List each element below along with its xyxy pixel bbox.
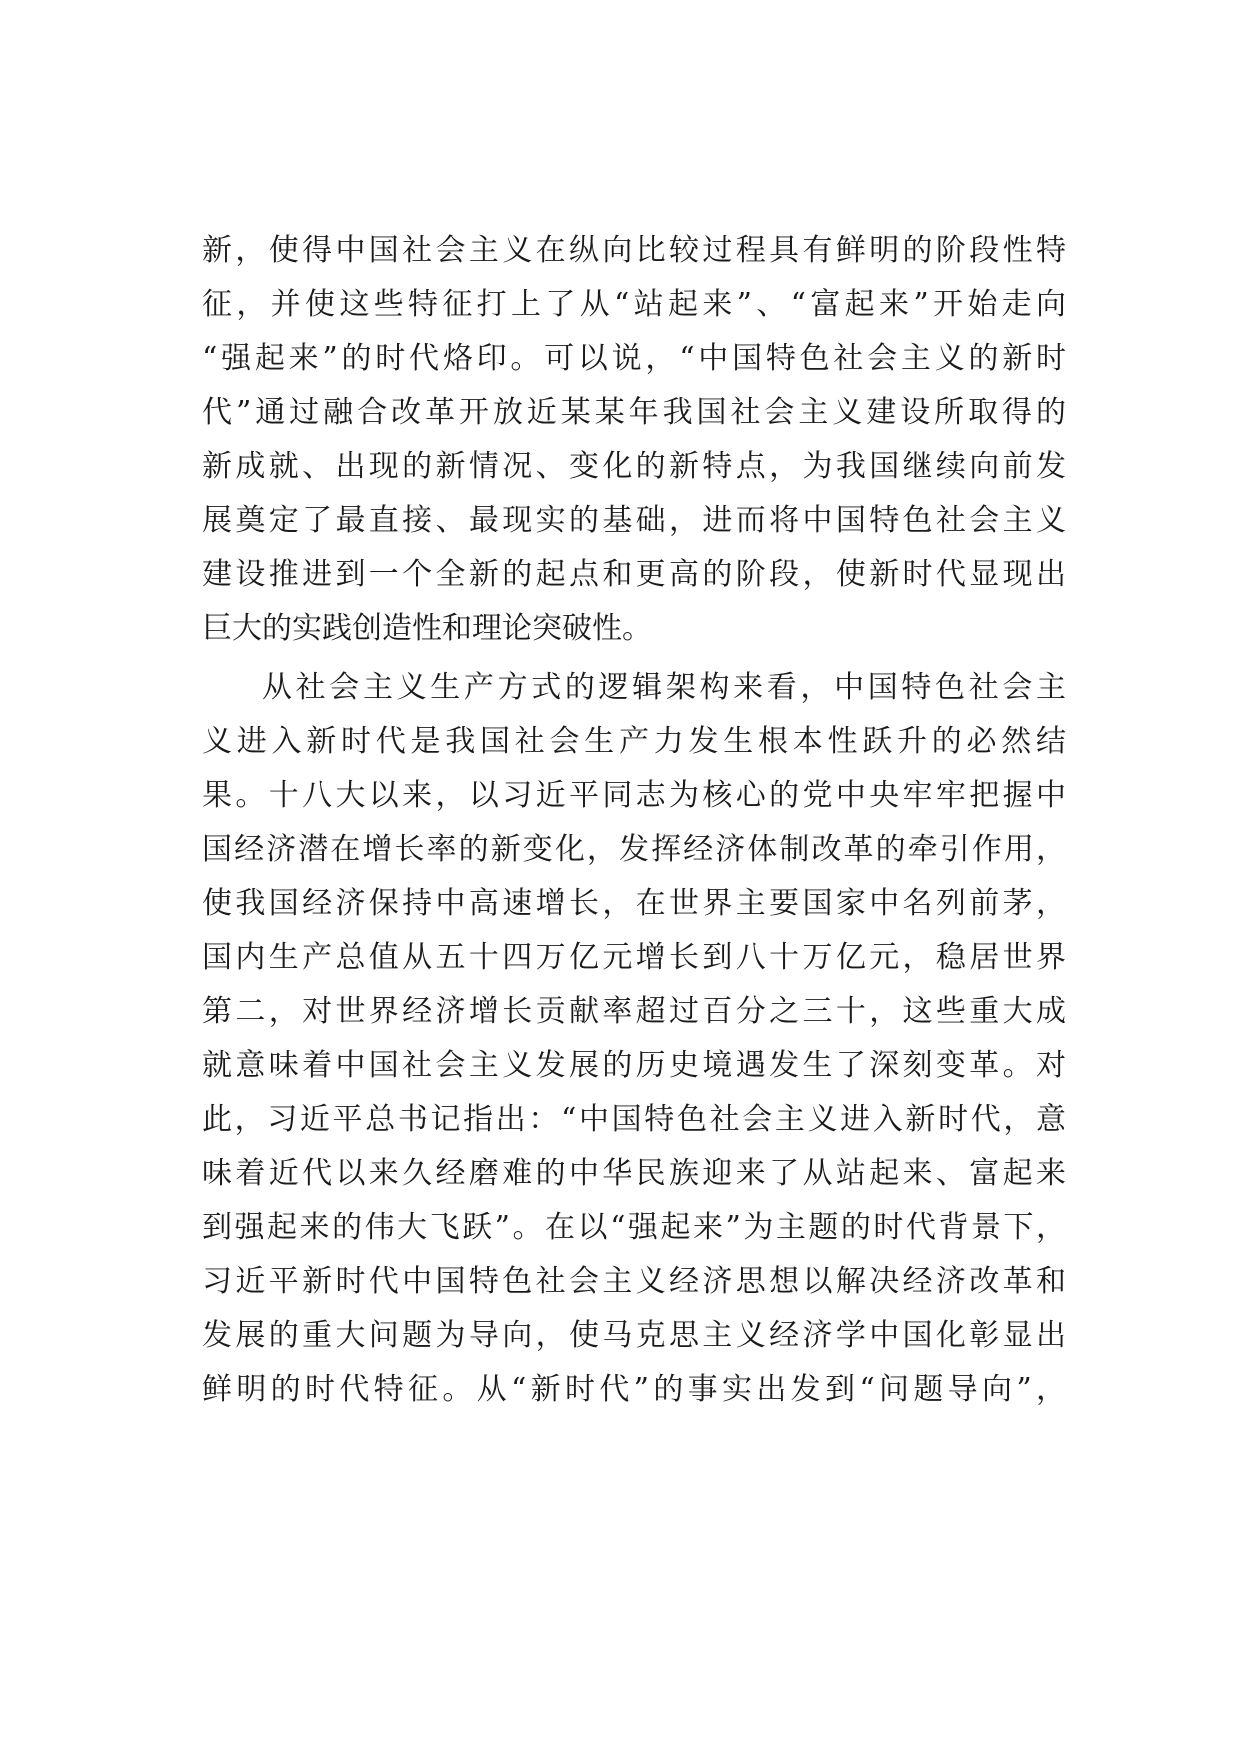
text-line: 新成就、出现的新情况、变化的新特点，为我国继续向前发 bbox=[202, 449, 1066, 484]
text-line: 国内生产总值从五十四万亿元增长到八十万亿元，稳居世界 bbox=[202, 940, 1066, 975]
text-line: 国经济潜在增长率的新变化，发挥经济体制改革的牵引作用， bbox=[202, 832, 1066, 867]
paragraph-1 bbox=[202, 224, 1066, 656]
text-line: 新，使得中国社会主义在纵向比较过程具有鲜明的阶段性特 bbox=[202, 233, 1066, 268]
text-line: 代”通过融合改革开放近某某年我国社会主义建设所取得的 bbox=[202, 395, 1066, 430]
text-line: “强起来”的时代烙印。可以说，“中国特色社会主义的新时 bbox=[202, 341, 1066, 376]
document-body bbox=[202, 224, 1066, 1422]
text-line: 就意味着中国社会主义发展的历史境遇发生了深刻变革。对 bbox=[202, 1048, 1066, 1083]
text-line: 使我国经济保持中高速增长，在世界主要国家中名列前茅， bbox=[202, 886, 1066, 921]
text-line: 征，并使这些特征打上了从“站起来”、“富起来”开始走向 bbox=[202, 287, 1066, 322]
text-line: 义进入新时代是我国社会生产力发生根本性跃升的必然结 bbox=[202, 724, 1066, 759]
text-line: 从社会主义生产方式的逻辑架构来看，中国特色社会主 bbox=[262, 670, 1066, 705]
paragraph-2 bbox=[202, 661, 1066, 1417]
text-line: 此，习近平总书记指出：“中国特色社会主义进入新时代，意 bbox=[202, 1102, 1066, 1137]
text-line: 味着近代以来久经磨难的中华民族迎来了从站起来、富起来 bbox=[202, 1156, 1066, 1191]
text-line: 建设推进到一个全新的起点和更高的阶段，使新时代显现出 bbox=[202, 557, 1066, 592]
text-line: 发展的重大问题为导向，使马克思主义经济学中国化彰显出 bbox=[202, 1318, 1066, 1353]
text-line: 果。十八大以来，以习近平同志为核心的党中央牢牢把握中 bbox=[202, 778, 1066, 813]
text-line: 展奠定了最直接、最现实的基础，进而将中国特色社会主义 bbox=[202, 503, 1066, 538]
text-line: 巨大的实践创造性和理论突破性。 bbox=[202, 611, 652, 646]
text-line: 到强起来的伟大飞跃”。在以“强起来”为主题的时代背景下， bbox=[202, 1210, 1066, 1245]
text-line: 习近平新时代中国特色社会主义经济思想以解决经济改革和 bbox=[202, 1264, 1066, 1299]
text-line: 鲜明的时代特征。从“新时代”的事实出发到“问题导向”， bbox=[202, 1372, 1066, 1407]
text-line: 第二，对世界经济增长贡献率超过百分之三十，这些重大成 bbox=[202, 994, 1066, 1029]
